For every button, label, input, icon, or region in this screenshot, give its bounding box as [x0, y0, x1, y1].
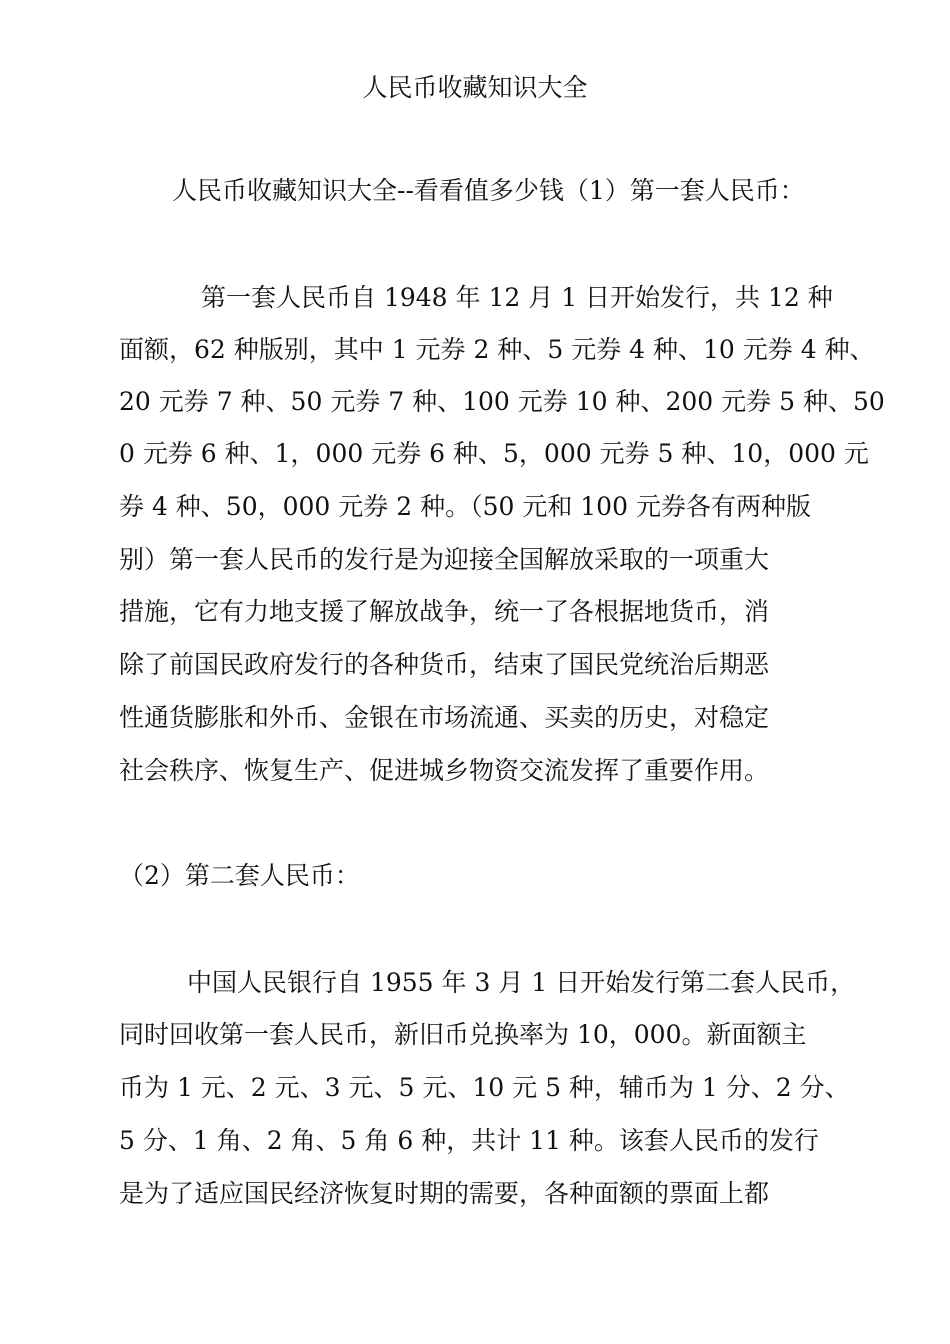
paragraph-line: 除了前国民政府发行的各种货币，结束了国民党统治后期恶 — [119, 650, 770, 679]
paragraph-line: 措施，它有力地支援了解放战争，统一了各根据地货币，消 — [119, 597, 770, 626]
paragraph-line: 20 元券 7 种、50 元券 7 种、100 元券 10 种、200 元券 5 种、50 — [119, 387, 885, 416]
document-title: 人民币收藏知识大全 — [362, 73, 588, 102]
paragraph-line: 第一套人民币自 1948 年 12 月 1 日开始发行，共 12 种 — [201, 283, 833, 312]
paragraph-line: 社会秩序、恢复生产、促进城乡物资交流发挥了重要作用。 — [119, 756, 770, 785]
paragraph-line: 0 元券 6 种、1，000 元券 6 种、5，000 元券 5 种、10，000 元 — [119, 439, 869, 468]
document-subtitle: 人民币收藏知识大全--看看值多少钱（1）第一套人民币： — [172, 176, 805, 205]
paragraph-line: 同时回收第一套人民币，新旧币兑换率为 10，000。新面额主 — [119, 1020, 807, 1049]
paragraph-line: 面额，62 种版别，其中 1 元券 2 种、5 元券 4 种、10 元券 4 种、 — [119, 335, 875, 364]
paragraph-line: 5 分、1 角、2 角、5 角 6 种，共计 11 种。该套人民币的发行 — [119, 1126, 819, 1155]
paragraph-line: 中国人民银行自 1955 年 3 月 1 日开始发行第二套人民币， — [187, 968, 856, 997]
section2-heading: （2）第二套人民币： — [119, 861, 360, 890]
paragraph-line: 别）第一套人民币的发行是为迎接全国解放采取的一项重大 — [119, 545, 770, 574]
paragraph-line: 性通货膨胀和外币、金银在市场流通、买卖的历史，对稳定 — [119, 703, 770, 732]
paragraph-line: 券 4 种、50，000 元券 2 种。（50 元和 100 元券各有两种版 — [119, 492, 811, 521]
paragraph-line: 是为了适应国民经济恢复时期的需要，各种面额的票面上都 — [119, 1179, 770, 1208]
paragraph-line: 币为 1 元、2 元、3 元、5 元、10 元 5 种，辅币为 1 分、2 分、 — [119, 1073, 850, 1102]
